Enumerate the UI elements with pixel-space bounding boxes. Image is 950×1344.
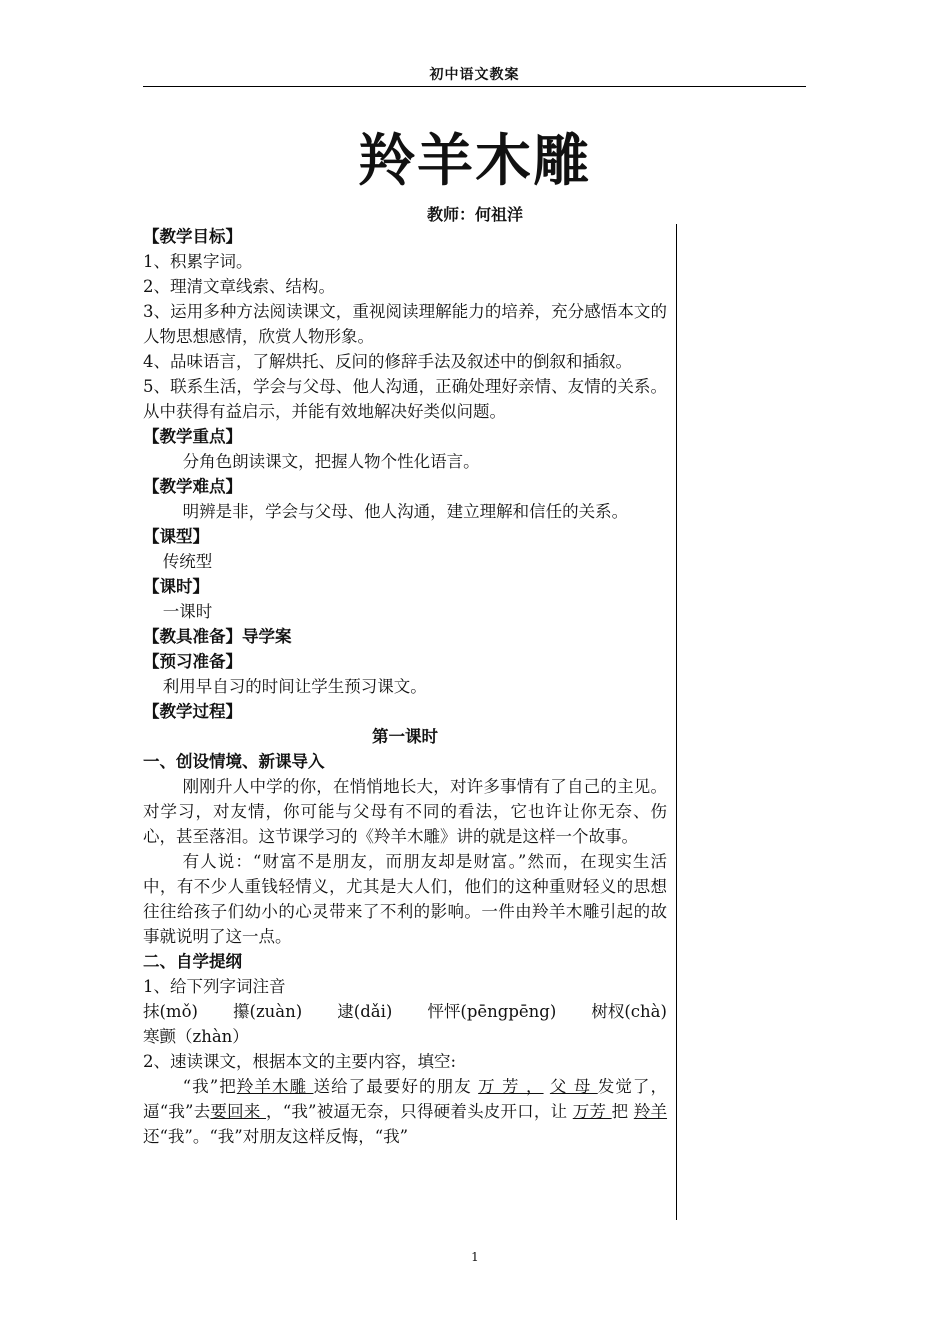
fill-answer: 要回来	[210, 1102, 266, 1121]
key-heading: 【教学重点】	[143, 427, 242, 446]
part2-heading: 二、自学提纲	[143, 952, 242, 971]
pinyin-list	[143, 999, 667, 1024]
goal-item: 2、理清文章线索、结构。	[143, 277, 335, 296]
question-2: 2、速读课文，根据本文的主要内容，填空:	[143, 1052, 457, 1071]
question-1: 1、给下列字词注音	[143, 977, 286, 996]
fill-text: 送给了最要好的朋友	[313, 1077, 479, 1096]
pinyin-item: 抹(mǒ)	[143, 1002, 198, 1021]
fill-text: “我”把	[182, 1077, 237, 1096]
lesson-period-title: 第一课时	[372, 727, 438, 746]
preview-heading: 【预习准备】	[143, 652, 242, 671]
hours-heading: 【课时】	[143, 577, 209, 596]
hours-text: 一课时	[162, 602, 213, 621]
process-heading: 【教学过程】	[143, 702, 242, 721]
running-header: 初中语文教案	[429, 67, 520, 83]
difficulty-text: 明辨是非，学会与父母、他人沟通，建立理解和信任的关系。	[182, 502, 629, 521]
goal-item: 5、联系生活，学会与父母、他人沟通，正确处理好亲情、友情的关系。从中获得有益启示，并能有效地解决好类似问题。	[143, 377, 667, 421]
fill-answer: 父 母	[549, 1077, 598, 1096]
pinyin-item: 攥(zuàn)	[233, 1002, 303, 1021]
difficulty-heading: 【教学难点】	[143, 477, 242, 496]
tools-heading: 【教具准备】导学案	[143, 627, 292, 646]
header-rule	[143, 86, 806, 87]
pinyin-item: 寒颤（zhàn）	[143, 1027, 249, 1046]
key-text: 分角色朗读课文，把握人物个性化语言。	[182, 452, 480, 471]
type-text: 传统型	[162, 552, 213, 571]
pinyin-item: 逮(dǎi)	[337, 1002, 393, 1021]
fill-text: 还“我”。“我”对朋友这样反悔，“我”	[143, 1127, 409, 1146]
preview-text: 利用早自习的时间让学生预习课文。	[162, 677, 427, 696]
goals-heading: 【教学目标】	[143, 227, 242, 246]
fill-answer: 万 芳 ，	[478, 1077, 544, 1096]
goal-item: 3、运用多种方法阅读课文，重视阅读理解能力的培养，充分感悟本文的人物思想感情，欣赏人物形象。	[143, 302, 667, 346]
fill-answer: 羚羊	[633, 1102, 668, 1121]
table-right-border	[676, 224, 677, 1220]
teacher-line: 教师：何祖洋	[426, 205, 523, 224]
type-heading: 【课型】	[143, 527, 209, 546]
fill-text: ，“我”被逼无奈，只得硬着头皮开口，让	[266, 1102, 573, 1121]
fill-answer: 羚羊木雕	[236, 1077, 314, 1096]
lesson-title: 羚羊木雕	[359, 129, 591, 194]
pinyin-item: 怦怦(pēngpēng)	[427, 1002, 557, 1021]
page-number: 1	[471, 1250, 479, 1264]
goal-item: 4、品味语言，了解烘托、反问的修辞手法及叙述中的倒叙和插叙。	[143, 352, 632, 371]
part1-heading: 一、创设情境、新课导入	[143, 752, 325, 771]
fill-answer: 万芳	[572, 1102, 612, 1121]
pinyin-item: 树杈(chà)	[591, 1002, 667, 1021]
fill-in-paragraph	[143, 1074, 667, 1149]
part1-paragraph: 刚刚升人中学的你，在悄悄地长大，对许多事情有了自己的主见。对学习，对友情，你可能与父母有不同的看法，它也许让你无奈、伤心，甚至落泪。这节课学习的《羚羊木雕》讲的就是这样一个故事。	[143, 777, 667, 846]
part1-paragraph: 有人说：“财富不是朋友，而朋友却是财富。”然而，在现实生活中，有不少人重钱轻情义，尤其是大人们，他们的这种重财轻义的思想往往给孩子们幼小的心灵带来了不利的影响。一件由羚羊木雕引起的故事就说明了这一点。	[143, 852, 667, 946]
lesson-body	[143, 224, 667, 1149]
goal-item: 1、积累字词。	[143, 252, 253, 271]
fill-text: 把	[611, 1102, 634, 1121]
fill-text: 发觉了，逼“我”去	[143, 1077, 668, 1121]
